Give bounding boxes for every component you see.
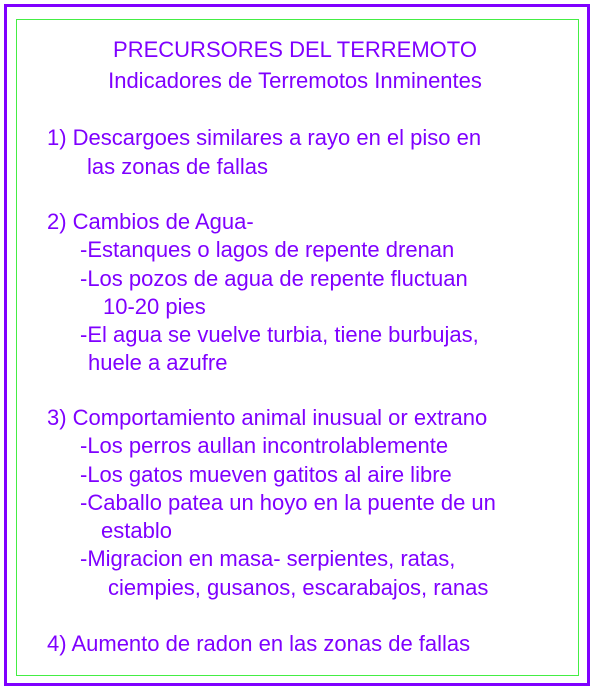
section-2-item-3-continuation: huele a azufre: [88, 350, 228, 375]
section-2-item-2: -Los pozos de agua de repente fluctuan: [80, 266, 468, 291]
section-3-item-3: -Caballo patea un hoyo en la puente de un: [80, 490, 496, 515]
section-2-item-2-continuation: 10-20 pies: [103, 294, 206, 319]
section-3-item-3-continuation: establo: [101, 518, 172, 543]
section-2-heading: 2) Cambios de Agua-: [47, 209, 254, 234]
section-1-heading: 1) Descargoes similares a rayo en el piso en: [47, 125, 482, 150]
page-subtitle: Indicadores de Terremotos Inminentes: [108, 68, 482, 93]
section-1-heading-continuation: las zonas de fallas: [87, 154, 268, 179]
section-2-item-3: -El agua se vuelve turbia, tiene burbujas,: [80, 322, 479, 347]
section-3-item-4-continuation: ciempies, gusanos, escarabajos, ranas: [108, 575, 489, 600]
section-3-item-2: -Los gatos mueven gatitos al aire libre: [80, 462, 452, 487]
section-3-heading: 3) Comportamiento animal inusual or extrano: [47, 405, 488, 430]
section-3-item-1: -Los perros aullan incontrolablemente: [80, 433, 449, 458]
page-title: PRECURSORES DEL TERREMOTO: [113, 37, 477, 62]
section-4-heading: 4) Aumento de radon en las zonas de fallas: [47, 631, 471, 656]
section-2-item-1: -Estanques o lagos de repente drenan: [80, 237, 455, 262]
section-3-item-4: -Migracion en masa- serpientes, ratas,: [80, 546, 456, 571]
